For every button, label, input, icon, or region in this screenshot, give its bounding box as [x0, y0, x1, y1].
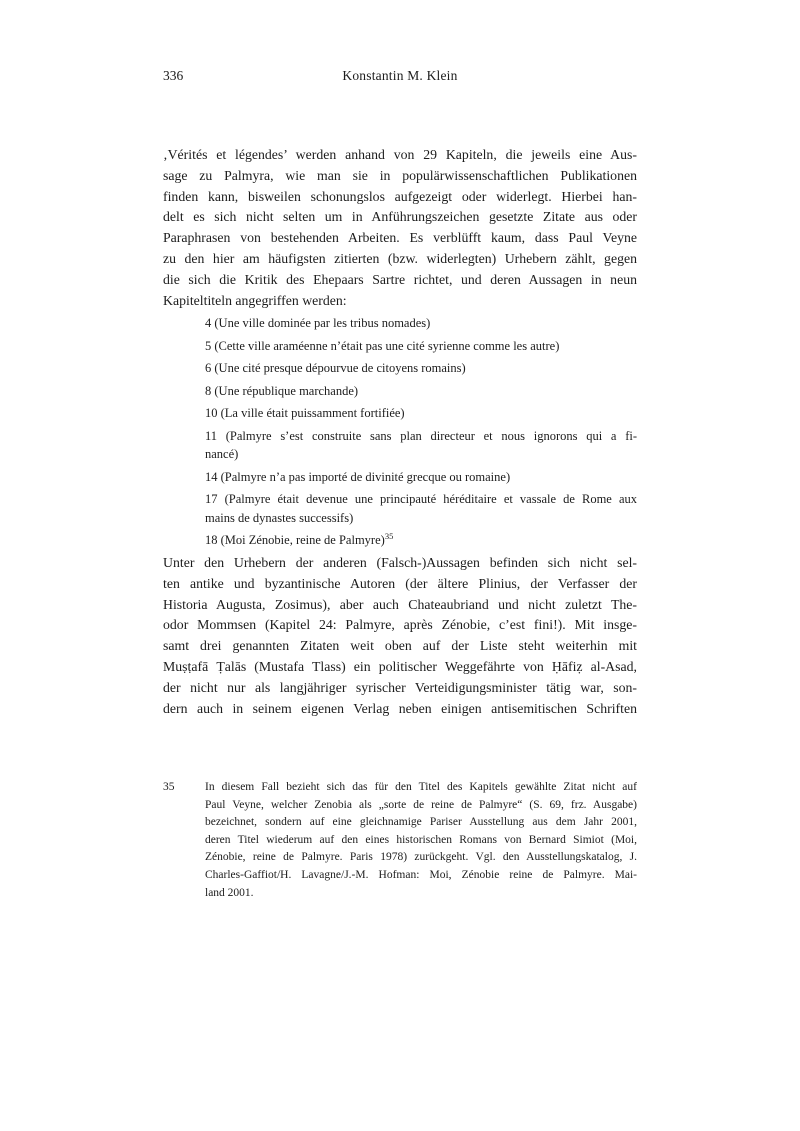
quote-item	[205, 359, 637, 378]
footnote-section	[163, 779, 637, 902]
text-line: samt drei genannten Zitaten weit oben auf der Liste steht weiterhin mit	[163, 638, 637, 654]
text-line: sage zu Palmyra, wie man sie in populärwissenschaftlichen Publikationen	[163, 167, 637, 183]
running-head: Konstantin M. Klein	[342, 68, 458, 83]
text-line: Muṣṭafā Ṭalās (Mustafa Tlass) ein politischer Weggefährte von Ḥāfiẓ al-Asad,	[163, 658, 637, 674]
footnote-35	[163, 779, 637, 902]
text-line: Unter den Urhebern der anderen (Falsch-)Aussagen befinden sich nicht sel-	[163, 555, 637, 570]
text-line: odor Mommsen (Kapitel 24: Palmyre, après Zénobie, c’est fini!). Mit insge-	[163, 617, 637, 633]
quote-line: mains de dynastes successifs)	[205, 510, 354, 525]
footnote-line: land 2001.	[205, 886, 254, 899]
page-header	[163, 68, 637, 86]
text-line: die sich die Kritik des Ehepaars Sartre richtet, und deren Aussagen in neun	[163, 271, 637, 287]
quote-line: 11 (Palmyre s’est construite sans plan directeur et nous ignorons qui a fi-	[205, 428, 637, 443]
footnote-number: 35	[163, 781, 175, 793]
quote-item	[205, 382, 637, 401]
quote-line: 6 (Une cité presque dépourvue de citoyens romains)	[205, 361, 466, 375]
quote-item	[205, 531, 637, 550]
footnote-line: Paul Veyne, welcher Zenobia als „sorte de reine de Palmyre“ (S. 69, frz. Ausgabe)	[205, 798, 637, 811]
quote-line: 8 (Une république marchande)	[205, 383, 359, 398]
page-number: 336	[163, 68, 184, 83]
footnote-line: deren Titel wiederum auf den eines historischen Romans von Bernard Simiot (Moi,	[205, 833, 637, 846]
text-line: zu den hier am häufigsten zitierten (bzw. widerlegten) Urhebern zählt, gegen	[163, 250, 637, 266]
quote-line: 17 (Palmyre était devenue une principauté héréditaire et vassale de Rome aux	[205, 492, 637, 506]
quote-text: 18 (Moi Zénobie, reine de Palmyre)	[205, 533, 385, 547]
quote-item	[205, 337, 637, 356]
text-line: ‚Vérités et légendes’ werden anhand von 29 Kapiteln, die jeweils eine Aus-	[163, 147, 637, 162]
footnote-line: Charles-Gaffiot/H. Lavagne/J.-M. Hofman: Moi, Zénobie reine de Palmyre. Mai-	[205, 868, 637, 881]
footnote-line: Zénobie, reine de Palmyre. Paris 1978) zurückgeht. Vgl. den Ausstellungskatalog, J.	[205, 851, 637, 864]
quote-item	[205, 427, 637, 464]
body-paragraph-2	[163, 553, 637, 719]
text-line: ten antike und byzantinische Autoren (der ältere Plinius, der Verfasser der	[163, 575, 637, 591]
quote-line: 14 (Palmyre n’a pas importé de divinité grecque ou romaine)	[205, 469, 511, 484]
quote-item	[205, 404, 637, 423]
body-paragraph-1	[163, 145, 637, 311]
footnote-ref-marker: 35	[384, 530, 394, 541]
text-line: Paraphrasen von bestehenden Arbeiten. Es verblüfft kaum, dass Paul Veyne	[163, 230, 637, 246]
quote-item	[205, 468, 637, 487]
text-line: finden kann, bisweilen schonungslos aufgezeigt oder widerlegt. Hierbei han-	[163, 188, 637, 204]
quote-line: nancé)	[205, 447, 239, 461]
quote-line	[205, 531, 637, 550]
footnote-text	[205, 779, 637, 902]
text-line: der nicht nur als langjähriger syrischer Verteidigungsminister tätig war, son-	[163, 679, 637, 695]
quote-item	[205, 314, 637, 333]
quote-item	[205, 490, 637, 527]
quote-line: 10 (La ville était puissamment fortifiée)	[205, 406, 405, 420]
chapter-title-list	[205, 314, 637, 554]
footnote-line: bezeichnet, sondern auf eine gleichnamige Pariser Ausstellung aus dem Jahr 2001,	[205, 816, 637, 829]
text-line: Historia Augusta, Zosimus), aber auch Chateaubriand und nicht zuletzt The-	[163, 596, 637, 612]
text-line: dern auch in seinem eigenen Verlag neben einigen antisemitischen Schriften	[163, 700, 637, 716]
text-line: Kapiteltiteln angegriffen werden:	[163, 292, 347, 308]
quote-line: 4 (Une ville dominée par les tribus nomades)	[205, 316, 431, 330]
footnote-line: In diesem Fall bezieht sich das für den Titel des Kapitels gewählte Zitat nicht auf	[205, 781, 637, 793]
text-line: delt es sich nicht selten um in Anführungszeichen gesetzte Zitate aus oder	[163, 209, 637, 225]
quote-line: 5 (Cette ville araméenne n’était pas une cité syrienne comme les autre)	[205, 338, 560, 353]
